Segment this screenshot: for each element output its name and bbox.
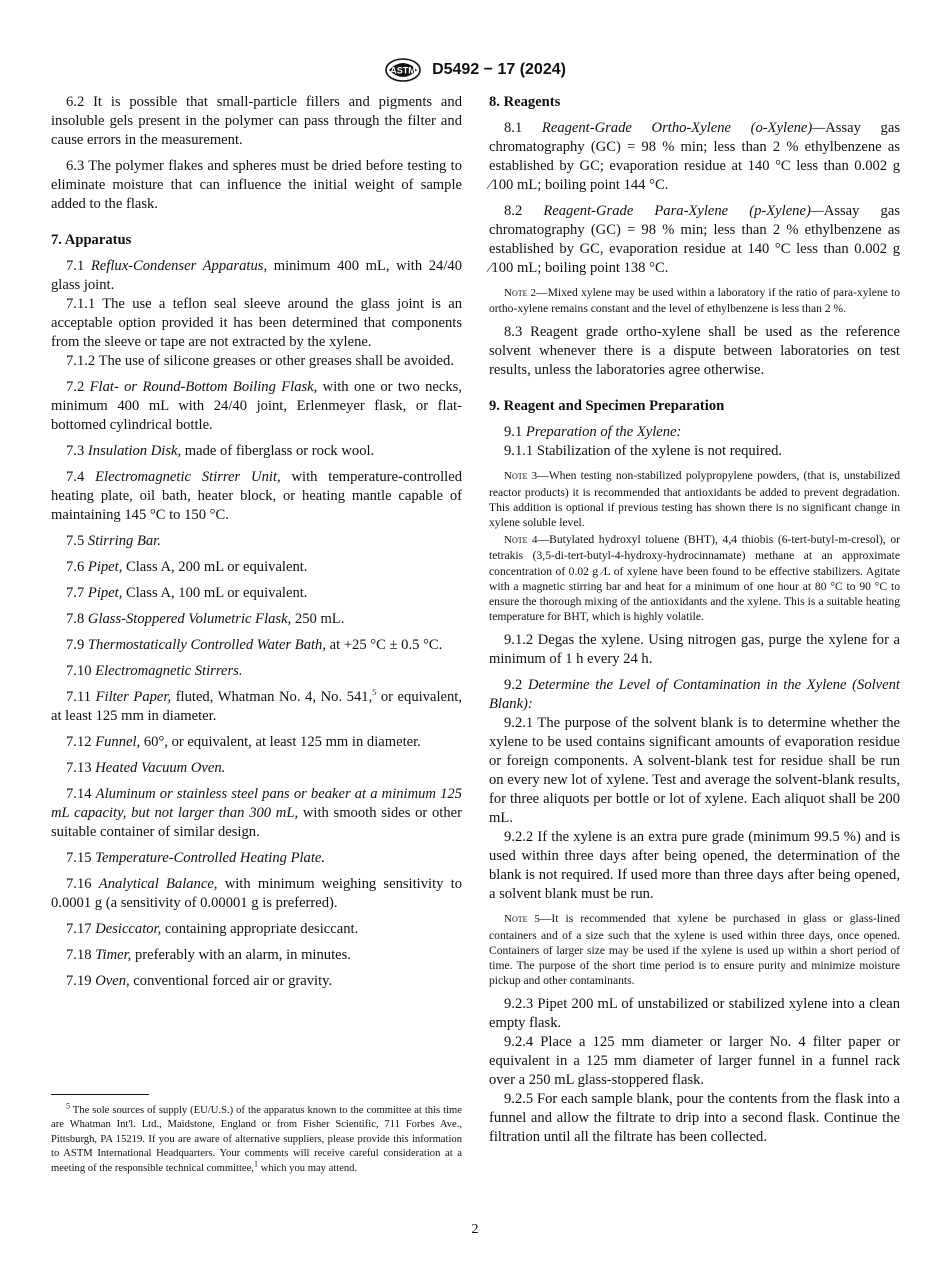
section-7-heading: 7. Apparatus [51, 232, 132, 248]
item-7-17: 7.17 Desiccator, containing appropriate desiccant. [66, 921, 359, 937]
item-7-6: 7.6 Pipet, Class A, 200 mL or equivalent. [66, 559, 308, 575]
item-7-4: 7.4 Electromagnetic Stirrer Unit, with temperature-controlled heating plate, oil bath, heater block, or heating mantle capable of maintaining 145 °C to 150 °C. [51, 469, 462, 523]
item-9-2-5: 9.2.5 For each sample blank, pour the contents from the flask into a funnel and allow the filtrate to drip into a second flask. Continue the filtration until all the filtrate has been collected. [489, 1091, 900, 1146]
page-number: 2 [471, 1222, 479, 1237]
astm-logo-icon [384, 58, 422, 82]
item-9-1: 9.1 Preparation of the Xylene: [504, 424, 682, 441]
item-7-1-1: 7.1.1 The use a teflon seal sleeve around the glass joint is an acceptable option provided it has been determined that components from the sleeve or tape are not extracted by the xylene. [51, 296, 462, 350]
item-7-1-2: 7.1.2 The use of silicone greases or other greases shall be avoided. [66, 353, 454, 369]
item-7-16: 7.16 Analytical Balance, with minimum weighing sensitivity to 0.0001 g (a sensitivity of 0.00001 g is preferred). [51, 876, 463, 911]
item-7-7: 7.7 Pipet, Class A, 100 mL or equivalent. [66, 585, 308, 601]
item-9-1-2: 9.1.2 Degas the xylene. Using nitrogen gas, purge the xylene for a minimum of 1 h every 24 h. [489, 632, 900, 668]
item-8-2: 8.2 Reagent-Grade Para-Xylene (p-Xylene)—Assay gas chromatography (GC) = 98 % min; less than 2 % ethylbenzene as established by GC, evaporation residue at 140 °C less than 0.002 g ⁄100 mL; boiling point 138 °C. [489, 203, 900, 276]
document-designation: D5492 − 17 (2024) [432, 61, 566, 78]
footnote-ref-5: 5 [372, 688, 377, 698]
item-9-2: 9.2 Determine the Level of Contamination in the Xylene (Solvent Blank): [489, 677, 900, 713]
item-9-2-2: 9.2.2 If the xylene is an extra pure grade (minimum 99.5 %) and is used within three days after being opened, the determination of the blank is not required. If used more than three days after being opened, a solvent blank must be run. [489, 829, 900, 903]
item-7-15: 7.15 Temperature-Controlled Heating Plate. [66, 850, 326, 866]
item-9-2-1: 9.2.1 The purpose of the solvent blank is to determine whether the xylene to be used contains significant amounts of evaporation residue or foreign components. A solvent-blank test for residue shall be run on every new lot of xylene. Test and average the solvent-blank results, for three aliquots per bottle or lot of xylene. Each aliquot shall be 200 mL. [489, 715, 900, 827]
item-7-9: 7.9 Thermostatically Controlled Water Bath, at +25 °C ± 0.5 °C. [66, 637, 443, 653]
section-8-heading: 8. Reagents [489, 94, 561, 110]
item-7-2: 7.2 Flat- or Round-Bottom Boiling Flask, with one or two necks, minimum 400 mL with 24/40 joint, Erlenmeyer flask, or flat-bottomed cylindrical bottle. [51, 379, 462, 433]
footnote-divider [51, 1094, 149, 1095]
item-7-18: 7.18 Timer, preferably with an alarm, in minutes. [66, 947, 351, 963]
note-3: Note 3—When testing non-stabilized polypropylene powders, (that is, unstabilized reactor products) it is recommended that antioxidants be added to prevent degradation. This addition is optional if previous testing has shown there is no significant change in xylene soluble level. [489, 469, 900, 530]
item-7-3: 7.3 Insulation Disk, made of fiberglass or rock wool. [66, 443, 375, 459]
item-7-13: 7.13 Heated Vacuum Oven. [66, 760, 226, 776]
item-7-14: 7.14 Aluminum or stainless steel pans or beaker at a minimum 125 mL capacity, but not larger than 300 mL, with smooth sides or other suitable container of similar design. [51, 786, 462, 840]
item-7-8: 7.8 Glass-Stoppered Volumetric Flask, 250 mL. [66, 611, 345, 627]
item-9-2-4: 9.2.4 Place a 125 mm diameter or larger No. 4 filter paper or equivalent in a 125 mm diameter of larger funnel in a funnel rack over a 250 mL glass-stoppered flask. [489, 1034, 900, 1089]
item-7-1: 7.1 Reflux-Condenser Apparatus, minimum 400 mL, with 24/40 glass joint. [51, 258, 462, 293]
note-5: Note 5—It is recommended that xylene be purchased in glass or glass-lined containers and of a size such that the xylene is used within three days, once opened. Containers of larger size may be used if the xylene is used up within a short period of time. The purpose of the short time period is to ensure purity and minimize moisture pickup and other contaminants. [489, 912, 900, 988]
svg-text:ASTM: ASTM [390, 65, 416, 76]
item-7-12: 7.12 Funnel, 60°, or equivalent, at least 125 mm in diameter. [66, 734, 421, 750]
item-7-11: 7.11 Filter Paper, fluted, Whatman No. 4, No. 541,$^5$ or equivalent, at least 125 mm in diameter. [51, 688, 462, 724]
item-9-2-3: 9.2.3 Pipet 200 mL of unstabilized or stabilized xylene into a clean empty flask. [489, 996, 900, 1032]
item-7-5: 7.5 Stirring Bar. [66, 533, 161, 549]
left-column [51, 93, 462, 991]
item-8-3: 8.3 Reagent grade ortho-xylene shall be used as the reference solvent whenever there is a dispute between laboratories on test results, unless the laboratories agree otherwise. [489, 324, 900, 379]
item-8-1: 8.1 Reagent-Grade Ortho-Xylene (o-Xylene)—Assay gas chromatography (GC) = 98 % min; less than 2 % ethylbenzene as established by GC; evaporation residue at 140 °C less than 0.002 g ⁄100 mL; boiling point 144 °C. [489, 120, 900, 193]
item-7-10: 7.10 Electromagnetic Stirrers. [66, 663, 243, 679]
item-7-19: 7.19 Oven, conventional forced air or gravity. [66, 973, 333, 989]
section-6-2: 6.2 It is possible that small-particle fillers and pigments and insoluble gels present in the polymer can pass through the filter and cause errors in the measurement. [51, 94, 462, 148]
footnote-5: $^5$ The sole sources of supply (EU/U.S.) of the apparatus known to the committee at this time are Whatman Int'l. Ltd., Maidstone, England or from Fisher Scientific, 711 Forbes Ave., Pittsburgh, PA 15219. If you are aware of alternative suppliers, please provide this information to ASTM International Headquarters. Your comments will receive careful consideration at a meeting of the responsible technical committee,$^1$ which you may attend. [51, 1101, 462, 1174]
section-9-heading: 9. Reagent and Specimen Preparation [489, 398, 725, 415]
right-column [489, 93, 900, 1147]
item-9-1-1: 9.1.1 Stabilization of the xylene is not required. [504, 443, 783, 460]
note-4: Note 4—Butylated hydroxyl toluene (BHT), 4,4 thiobis (6-tert-butyl-m-cresol), or tetrakis (3,5-di-tert-butyl-4-hydroxy-hydrocinnamate) methane at an approximate concentration of 0.02 g ⁄L of xylene have been found to be effective stabilizers. Agitate with a magnetic stirring bar and heat for a minimum of one hour at 80 °C to 90 °C to ensure the thorough mixing of the antioxidants and the xylene. This is a suitable heating temperature for BHT, which is highly volatile. [489, 533, 900, 624]
note-2: Note 2—Mixed xylene may be used within a laboratory if the ratio of para-xylene to ortho-xylene remains constant and the level of ethylbenzene is less than 2 %. [489, 286, 900, 316]
section-6-3: 6.3 The polymer flakes and spheres must be dried before testing to eliminate moisture that can influence the initial weight of sample added to the flask. [51, 158, 462, 212]
page-header [0, 58, 950, 80]
